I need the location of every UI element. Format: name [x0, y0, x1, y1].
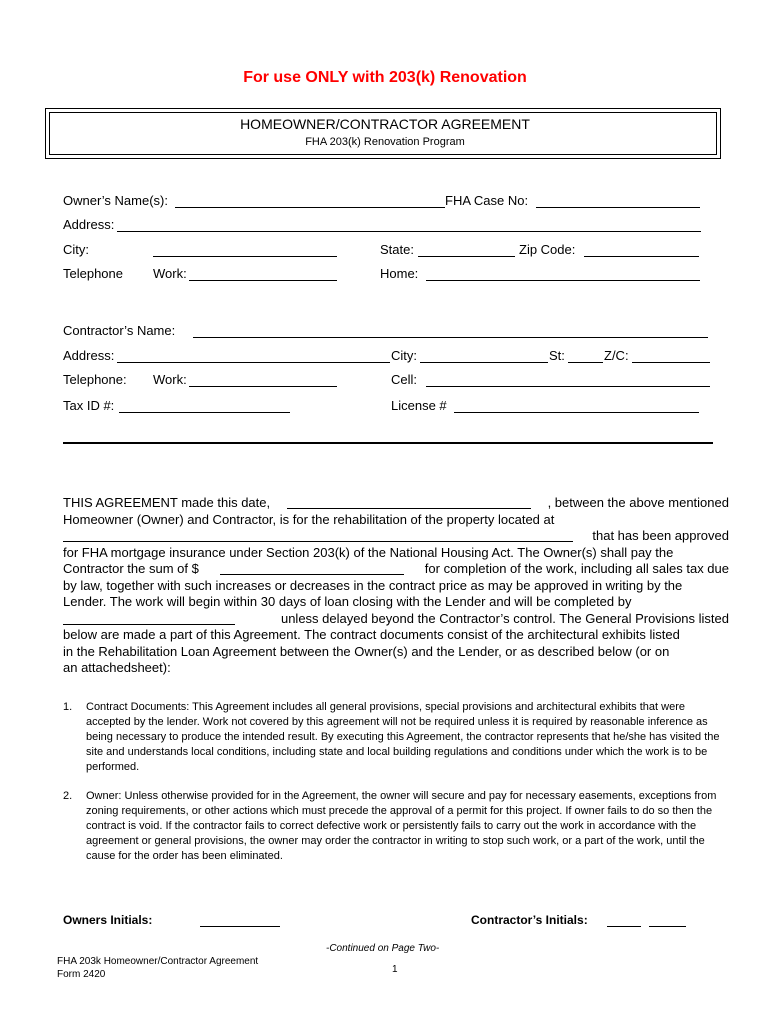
provision-text: Contract Documents: This Agreement includes all general provisions, special provisions and architectural exhibits that were accepted by the lender. Work not covered by this agreement will not be required unless it is required by reasonable inference as being necessary to produce the intended result. By executing this Agreement, the contractor represents that he/she has visited the site and understands local conditions, including state and local building regulations and conditions under which the work is to be performed. — [86, 701, 720, 773]
owner-zip-field[interactable] — [584, 256, 699, 257]
agreement-line-3: that has been approved — [63, 528, 729, 545]
contractor-license-field[interactable] — [454, 412, 699, 413]
property-address-field[interactable] — [63, 528, 573, 542]
owner-address-label: Address: — [63, 217, 115, 232]
owner-initials-label: Owners Initials: — [63, 913, 153, 927]
contractor-st-field[interactable] — [568, 362, 603, 363]
owner-state-label: State: — [380, 242, 414, 257]
contractor-initials-label: Contractor’s Initials: — [471, 913, 588, 927]
owner-initials-field[interactable] — [200, 926, 280, 927]
contractor-city-label: City: — [391, 348, 417, 363]
owner-zip-label: Zip Code: — [519, 242, 576, 257]
owner-telephone-label: Telephone — [63, 266, 123, 281]
agreement-line-8: unless delayed beyond the Contractor’s control. The General Provisions listed — [63, 611, 729, 628]
form-subtitle: FHA 203(k) Renovation Program — [305, 136, 465, 148]
owner-names-field[interactable] — [175, 207, 445, 208]
fha-case-label: FHA Case No: — [445, 193, 529, 208]
agreement-line-9: below are made a part of this Agreement. The contract documents consist of the architectural exhibits listed — [63, 627, 680, 642]
contractor-name-label: Contractor’s Name: — [63, 323, 176, 338]
section-divider — [63, 442, 713, 444]
contract-sum-field[interactable] — [220, 561, 404, 575]
contractor-work-label: Work: — [153, 372, 187, 387]
provision-text: Owner: Unless otherwise provided for in the Agreement, the owner will secure and pay for necessary easements, exceptions from zoning requirements, or other actions which must precede the approval of a permit for this project. If owner fails to do so then the contract is void. If the contractor fails to correct defective work or persistently fails to carry out the work in accordance with the agreement or general provisions, the owner may order the contractor in writing to stop such work, or a part of the work, until the cause for the order has been eliminated. — [86, 790, 717, 862]
contractor-work-phone-field[interactable] — [189, 386, 337, 387]
contractor-taxid-field[interactable] — [119, 412, 290, 413]
owner-names-label: Owner’s Name(s): — [63, 193, 168, 208]
continued-note: -Continued on Page Two- — [326, 943, 440, 954]
owner-address-field[interactable] — [117, 231, 701, 232]
owner-state-field[interactable] — [418, 256, 515, 257]
owner-home-phone-field[interactable] — [426, 280, 700, 281]
fha-case-field[interactable] — [536, 207, 700, 208]
contractor-telephone-label: Telephone: — [63, 372, 127, 387]
agreement-line-2: Homeowner (Owner) and Contractor, is for the rehabilitation of the property located at — [63, 511, 555, 527]
contractor-zc-field[interactable] — [632, 362, 710, 363]
agreement-line-10: in the Rehabilitation Loan Agreement between the Owner(s) and the Lender, or as described below (or on — [63, 643, 670, 659]
contractor-city-field[interactable] — [420, 362, 548, 363]
agreement-line-4: for FHA mortgage insurance under Section 203(k) of the National Housing Act. The Owner(s) shall pay the — [63, 544, 674, 560]
agreement-date-field[interactable] — [287, 495, 531, 509]
form-name: FHA 203k Homeowner/Contractor Agreement — [57, 956, 259, 967]
page-number: 1 — [392, 964, 398, 975]
agreement-paragraph — [63, 495, 729, 677]
owner-city-label: City: — [63, 242, 89, 257]
form-title: HOMEOWNER/CONTRACTOR AGREEMENT — [240, 116, 530, 132]
provision-number: 2. — [63, 790, 73, 802]
contractor-zc-label: Z/C: — [604, 348, 629, 363]
contractor-taxid-label: Tax ID #: — [63, 398, 115, 413]
contractor-initials-field-1[interactable] — [607, 926, 641, 927]
contractor-initials-field-2[interactable] — [649, 926, 686, 927]
owner-home-label: Home: — [380, 266, 419, 281]
form-number: Form 2420 — [57, 969, 106, 980]
contractor-cell-label: Cell: — [391, 372, 418, 387]
agreement-line-7: Lender. The work will begin within 30 days of loan closing with the Lender and will be completed by — [63, 594, 632, 609]
completion-date-field[interactable] — [63, 611, 235, 625]
provision-number: 1. — [63, 701, 73, 713]
agreement-line-6: by law, together with such increases or decreases in the contract price as may be approved in writing by the — [63, 577, 683, 593]
agreement-line-1: THIS AGREEMENT made this date, , between the above mentioned — [63, 495, 729, 510]
owner-city-field[interactable] — [153, 256, 337, 257]
contractor-address-label: Address: — [63, 348, 115, 363]
contractor-cell-field[interactable] — [426, 386, 710, 387]
owner-work-label: Work: — [153, 266, 187, 281]
contractor-st-label: St: — [549, 348, 565, 363]
owner-work-phone-field[interactable] — [189, 280, 337, 281]
contractor-license-label: License # — [391, 398, 447, 413]
notice-title: For use ONLY with 203(k) Renovation — [243, 69, 527, 86]
contractor-name-field[interactable] — [193, 337, 708, 338]
contractor-address-field[interactable] — [117, 362, 390, 363]
agreement-line-11: an attachedsheet): — [63, 660, 171, 675]
agreement-line-5: Contractor the sum of $ for completion of the work, including all sales tax due — [63, 561, 729, 576]
